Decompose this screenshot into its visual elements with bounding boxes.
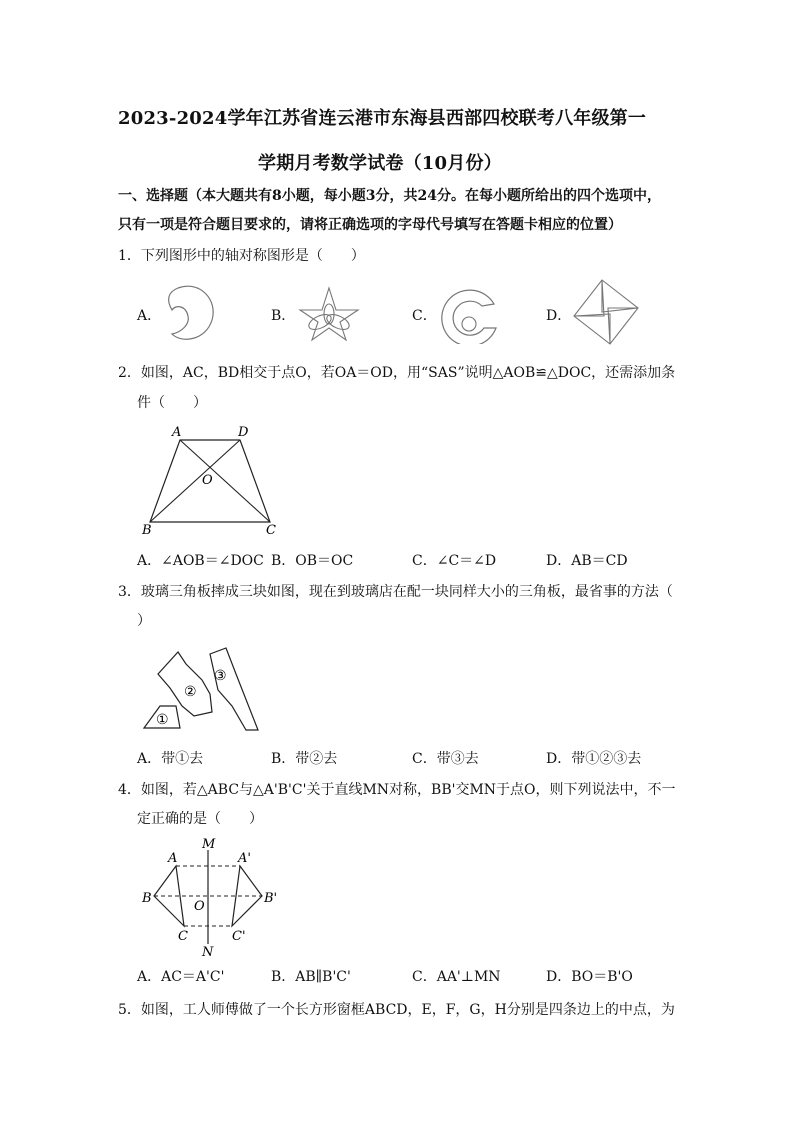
q3-piece-3-label: ③	[214, 668, 227, 684]
q4-label-n: N	[202, 945, 214, 960]
q3-option-d: D．带①②③去	[546, 751, 642, 767]
q2-label-a: A	[172, 425, 182, 440]
q4-label-b-prime: B'	[264, 891, 278, 906]
q4-option-c: C．AA'⊥MN	[412, 969, 501, 985]
q1-option-a-label: A．	[137, 308, 162, 324]
q1-option-b-label: B．	[271, 308, 296, 324]
q4-label-a: A	[168, 851, 178, 866]
q3-option-c: C．带③去	[412, 751, 479, 767]
q2-label-b: B	[142, 523, 152, 538]
q3-option-a: A．带①去	[137, 751, 204, 767]
question-4-stem-line1: 4．如图，若△ABC与△A'B'C'关于直线MN对称，BB'交MN于点O，则下列说法中，不一	[118, 782, 676, 798]
q4-label-c: C	[178, 929, 188, 944]
q4-label-c-prime: C'	[232, 929, 246, 944]
q4-option-a: A．AC＝A'C'	[137, 969, 225, 985]
q2-label-o: O	[202, 473, 213, 488]
question-2-stem-line2: 件（ ）	[137, 395, 207, 411]
q1-figure-a	[160, 282, 220, 346]
question-1-stem: 1．下列图形中的轴对称图形是（ ）	[118, 248, 365, 264]
q3-piece-1-label: ①	[156, 712, 169, 728]
q2-label-c: C	[266, 523, 276, 538]
q4-label-m: M	[202, 837, 216, 852]
question-2-stem-line1: 2．如图，AC，BD相交于点O，若OA＝OD，用“SAS”说明△AOB≌△DOC，还需添加条	[118, 365, 676, 381]
q2-option-a: A．∠AOB＝∠DOC	[137, 553, 264, 569]
q1-figure-b	[298, 286, 360, 342]
q4-symmetry-figure	[138, 836, 288, 960]
q2-option-d: D．AB＝CD	[546, 553, 628, 569]
q4-option-b: B．AB∥B'C'	[271, 969, 351, 985]
question-5-stem-line1: 5．如图，工人师傅做了一个长方形窗框ABCD，E，F，G，H分别是四条边上的中点，为	[118, 1002, 675, 1018]
section-heading-line1: 一、选择题（本大题共有8小题，每小题3分，共24分。在每小题所给出的四个选项中，	[118, 188, 661, 204]
q3-piece-2-label: ②	[184, 684, 197, 700]
q2-trapezoid-figure	[138, 422, 288, 540]
q1-option-d-label: D．	[546, 308, 572, 324]
q1-figure-c	[436, 284, 502, 344]
q1-figure-d	[572, 278, 642, 346]
q3-glass-pieces-figure	[138, 644, 264, 736]
section-heading-line2: 只有一项是符合题目要求的，请将正确选项的字母代号填写在答题卡相应的位置）	[118, 217, 622, 233]
question-4-stem-line2: 定正确的是（ ）	[137, 811, 263, 827]
q2-option-b: B．OB＝OC	[271, 553, 354, 569]
q4-label-o: O	[194, 899, 205, 914]
question-3-stem-line2: ）	[137, 613, 151, 629]
q4-label-b: B	[142, 891, 152, 906]
q3-option-b: B．带②去	[271, 751, 338, 767]
doc-title-line1: 2023-2024学年江苏省连云港市东海县西部四校联考八年级第一	[118, 108, 647, 129]
q2-label-d: D	[238, 425, 249, 440]
q4-label-a-prime: A'	[238, 851, 251, 866]
question-3-stem-line1: 3．玻璃三角板摔成三块如图，现在到玻璃店在配一块同样大小的三角板，最省事的方法（	[118, 584, 673, 600]
q1-option-c-label: C．	[412, 308, 437, 324]
doc-title-line2: 学期月考数学试卷（10月份）	[258, 153, 502, 174]
q2-option-c: C．∠C＝∠D	[412, 553, 497, 569]
q4-option-d: D．BO＝B'O	[546, 969, 633, 985]
